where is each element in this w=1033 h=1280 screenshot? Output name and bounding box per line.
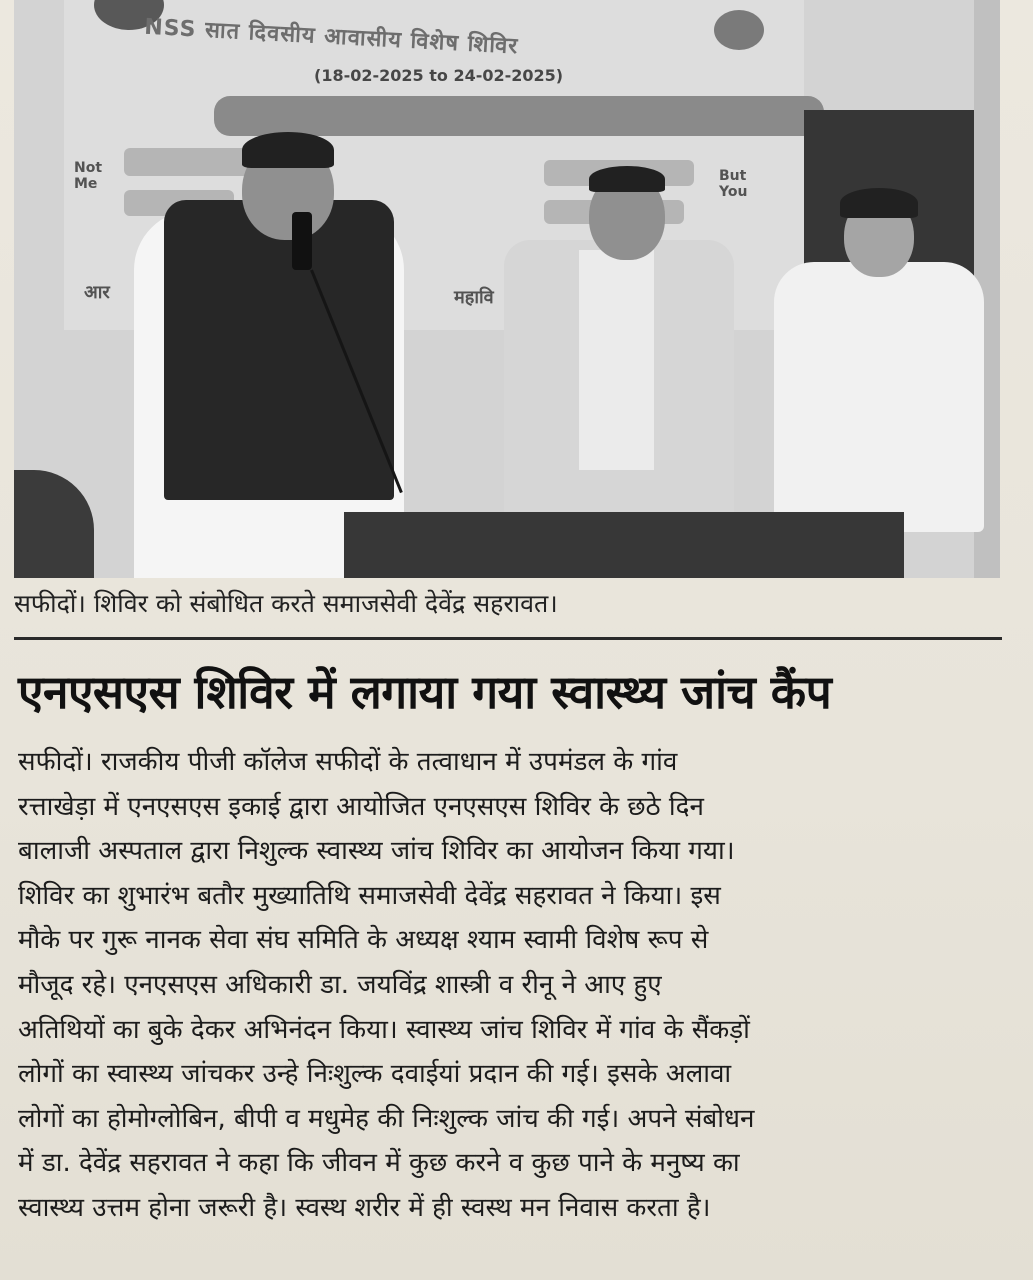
article-line: अतिथियों का बुके देकर अभिनंदन किया। स्वास्थ्य जांच शिविर में गांव के सैंकड़ों — [18, 1014, 750, 1045]
banner-side-right: But You — [719, 168, 748, 200]
banner-dates: (18-02-2025 to 24-02-2025) — [314, 66, 564, 85]
article-line: में डा. देवेंद्र सहरावत ने कहा कि जीवन में कुछ करने व कुछ पाने के मनुष्य का — [18, 1148, 740, 1179]
article-line: मौजूद रहे। एनएसएस अधिकारी डा. जयविंद्र शास्त्री व रीनू ने आए हुए — [18, 969, 662, 1000]
divider-rule — [14, 637, 1002, 640]
banner-title: NSS सात दिवसीय आवासीय विशेष शिविर — [143, 14, 519, 60]
banner-side-left: Not Me — [74, 160, 103, 192]
woman-hair — [840, 188, 918, 218]
article-line: रत्ताखेड़ा में एनएसएस इकाई द्वारा आयोजित एनएसएस शिविर के छठे दिन — [18, 791, 704, 822]
banner-bottom-left: आर — [84, 282, 110, 303]
article-headline: एनएसएस शिविर में लगाया गया स्वास्थ्य जांच कैंप — [18, 665, 832, 719]
article-line: स्वास्थ्य उत्तम होना जरूरी है। स्वस्थ शरीर में ही स्वस्थ मन निवास करता है। — [18, 1192, 711, 1223]
table — [344, 512, 904, 578]
article-line: लोगों का होमोग्लोबिन, बीपी व मधुमेह की निःशुल्क जांच की गई। अपने संबोधन — [18, 1103, 755, 1134]
article-line: बालाजी अस्पताल द्वारा निशुल्क स्वास्थ्य जांच शिविर का आयोजन किया गया। — [18, 836, 735, 867]
speaker-hair — [242, 132, 334, 168]
foreground-object — [14, 470, 94, 578]
photo-caption: सफीदों। शिविर को संबोधित करते समाजसेवी देवेंद्र सहरावत। — [14, 589, 558, 618]
news-photo — [14, 0, 1000, 578]
banner-bottom-mid: महावि — [454, 287, 494, 308]
woman-suit — [774, 262, 984, 532]
article-line: मौके पर गुरू नानक सेवा संघ समिति के अध्यक्ष श्याम स्वामी विशेष रूप से — [18, 925, 709, 956]
banner-box — [124, 148, 254, 176]
banner-theme-strip — [214, 96, 824, 136]
article-body — [18, 740, 998, 1231]
guest-shirt — [579, 250, 654, 470]
speaker-vest — [164, 200, 394, 500]
article-line: सफीदों। राजकीय पीजी कॉलेज सफीदों के तत्वाधान में उपमंडल के गांव — [18, 747, 678, 777]
article-line: शिविर का शुभारंभ बतौर मुख्यातिथि समाजसेवी देवेंद्र सहरावत ने किया। इस — [18, 880, 721, 911]
article-line: लोगों का स्वास्थ्य जांचकर उन्हे निःशुल्क दवाईयां प्रदान की गई। इसके अलावा — [18, 1059, 732, 1090]
guest-hair — [589, 166, 665, 192]
microphone — [292, 212, 312, 270]
